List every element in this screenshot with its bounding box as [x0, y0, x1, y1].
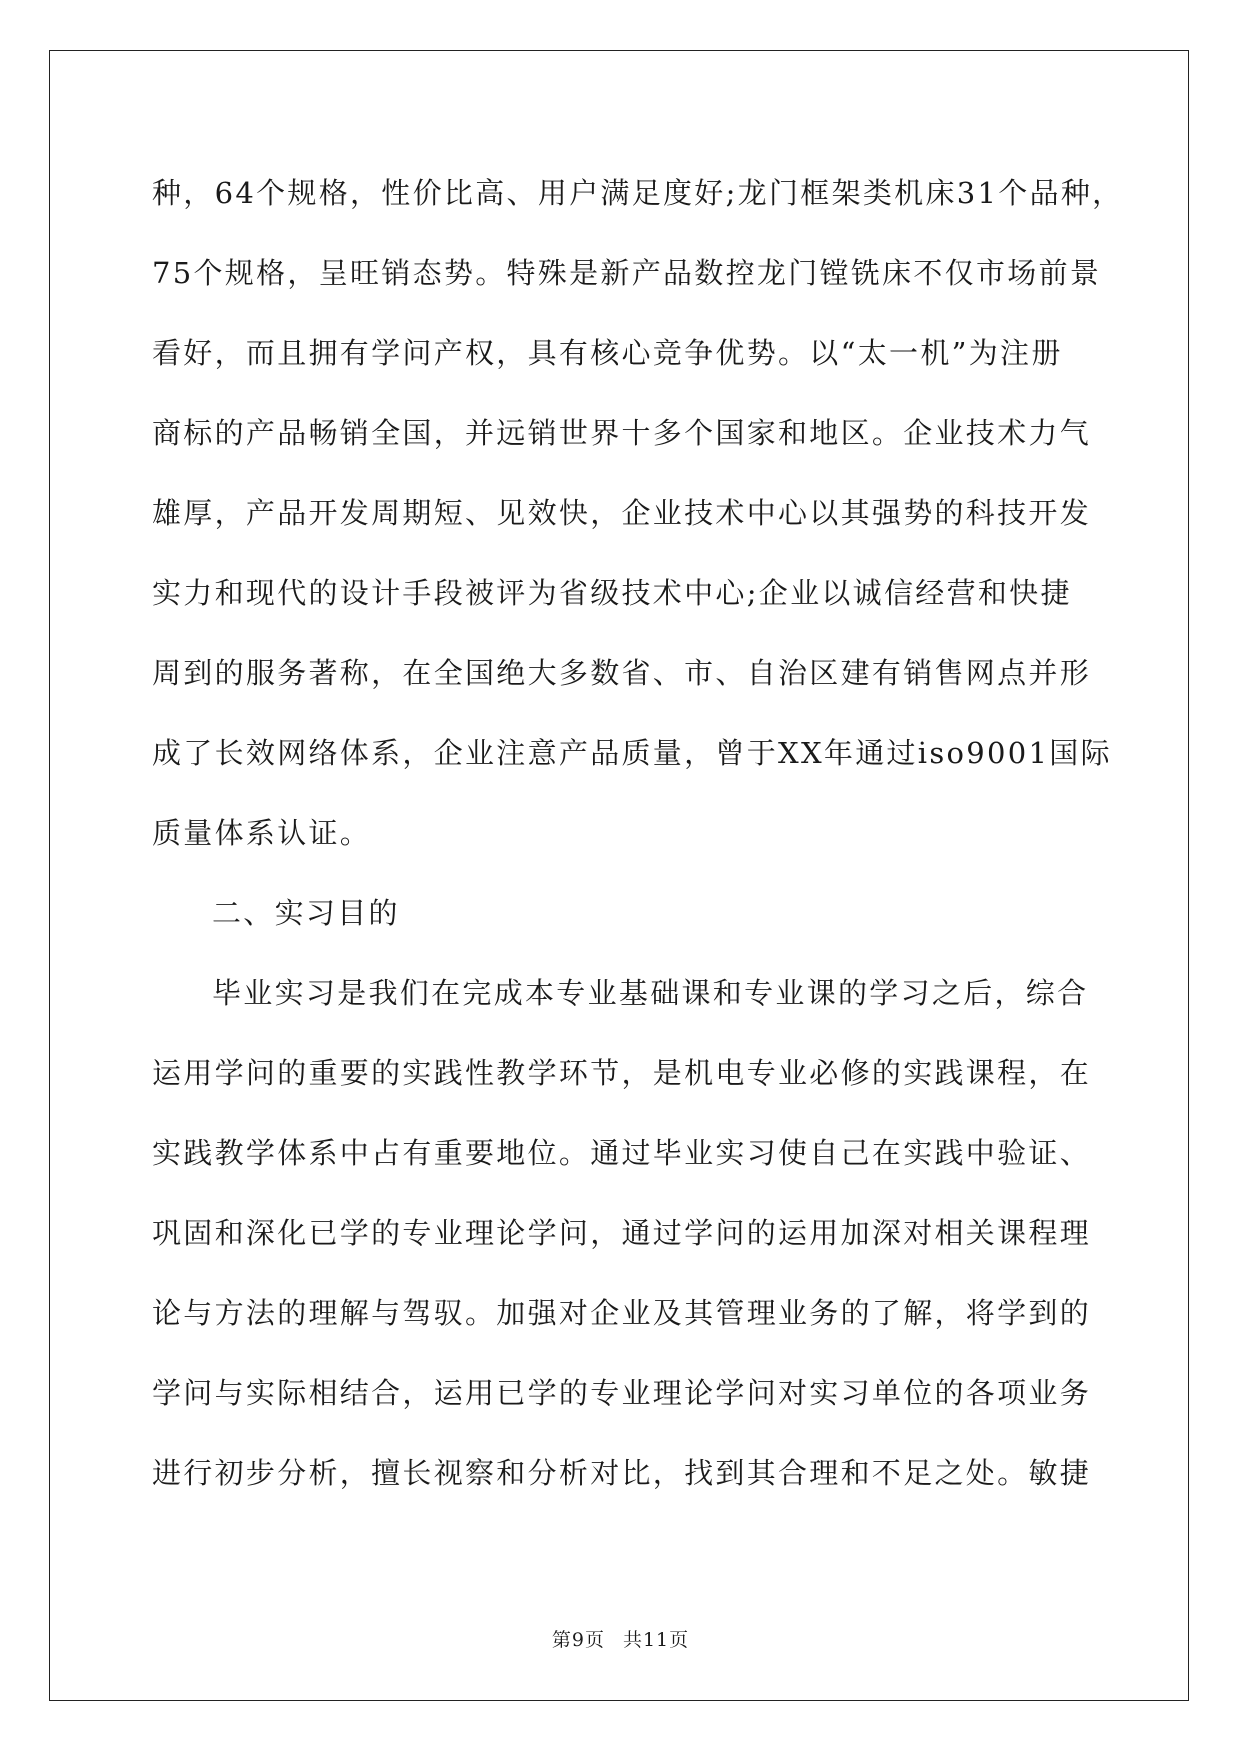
body-line: 运用学问的重要的实践性教学环节，是机电专业必修的实践课程，在 — [152, 1056, 1092, 1090]
body-line: 实践教学体系中占有重要地位。通过毕业实习使自己在实践中验证、 — [152, 1136, 1092, 1170]
document-body — [152, 165, 1124, 1525]
body-line: 巩固和深化已学的专业理论学问，通过学问的运用加深对相关课程理 — [152, 1216, 1092, 1250]
body-line: 学问与实际相结合，运用已学的专业理论学问对实习单位的各项业务 — [152, 1376, 1092, 1410]
body-line: 成了长效网络体系，企业注意产品质量，曾于XX年通过iso9001国际 — [152, 736, 1112, 770]
total-page-count: 共11页 — [622, 1629, 690, 1651]
body-line: 论与方法的理解与驾驭。加强对企业及其管理业务的了解，将学到的 — [152, 1296, 1092, 1330]
body-line: 实力和现代的设计手段被评为省级技术中心;企业以诚信经营和快捷 — [152, 576, 1072, 610]
body-line: 种，64个规格，性价比高、用户满足度好;龙门框架类机床31个品种， — [152, 176, 1124, 210]
page-footer — [0, 1625, 1241, 1652]
body-line: 75个规格，呈旺销态势。特殊是新产品数控龙门镗铣床不仅市场前景 — [152, 256, 1102, 290]
body-line: 进行初步分析，擅长视察和分析对比，找到其合理和不足之处。敏捷 — [152, 1456, 1092, 1490]
paragraph-start-line: 毕业实习是我们在完成本专业基础课和专业课的学习之后，综合 — [212, 976, 1089, 1010]
body-line: 商标的产品畅销全国，并远销世界十多个国家和地区。企业技术力气 — [152, 416, 1092, 450]
current-page-number: 第9页 — [551, 1629, 605, 1651]
body-line: 周到的服务著称，在全国绝大多数省、市、自治区建有销售网点并形 — [152, 656, 1092, 690]
section-heading: 二、实习目的 — [212, 896, 400, 930]
body-line: 看好，而且拥有学问产权，具有核心竞争优势。以“太一机”为注册 — [152, 336, 1063, 370]
body-line: 质量体系认证。 — [152, 816, 372, 850]
body-line: 雄厚，产品开发周期短、见效快，企业技术中心以其强势的科技开发 — [152, 496, 1092, 530]
